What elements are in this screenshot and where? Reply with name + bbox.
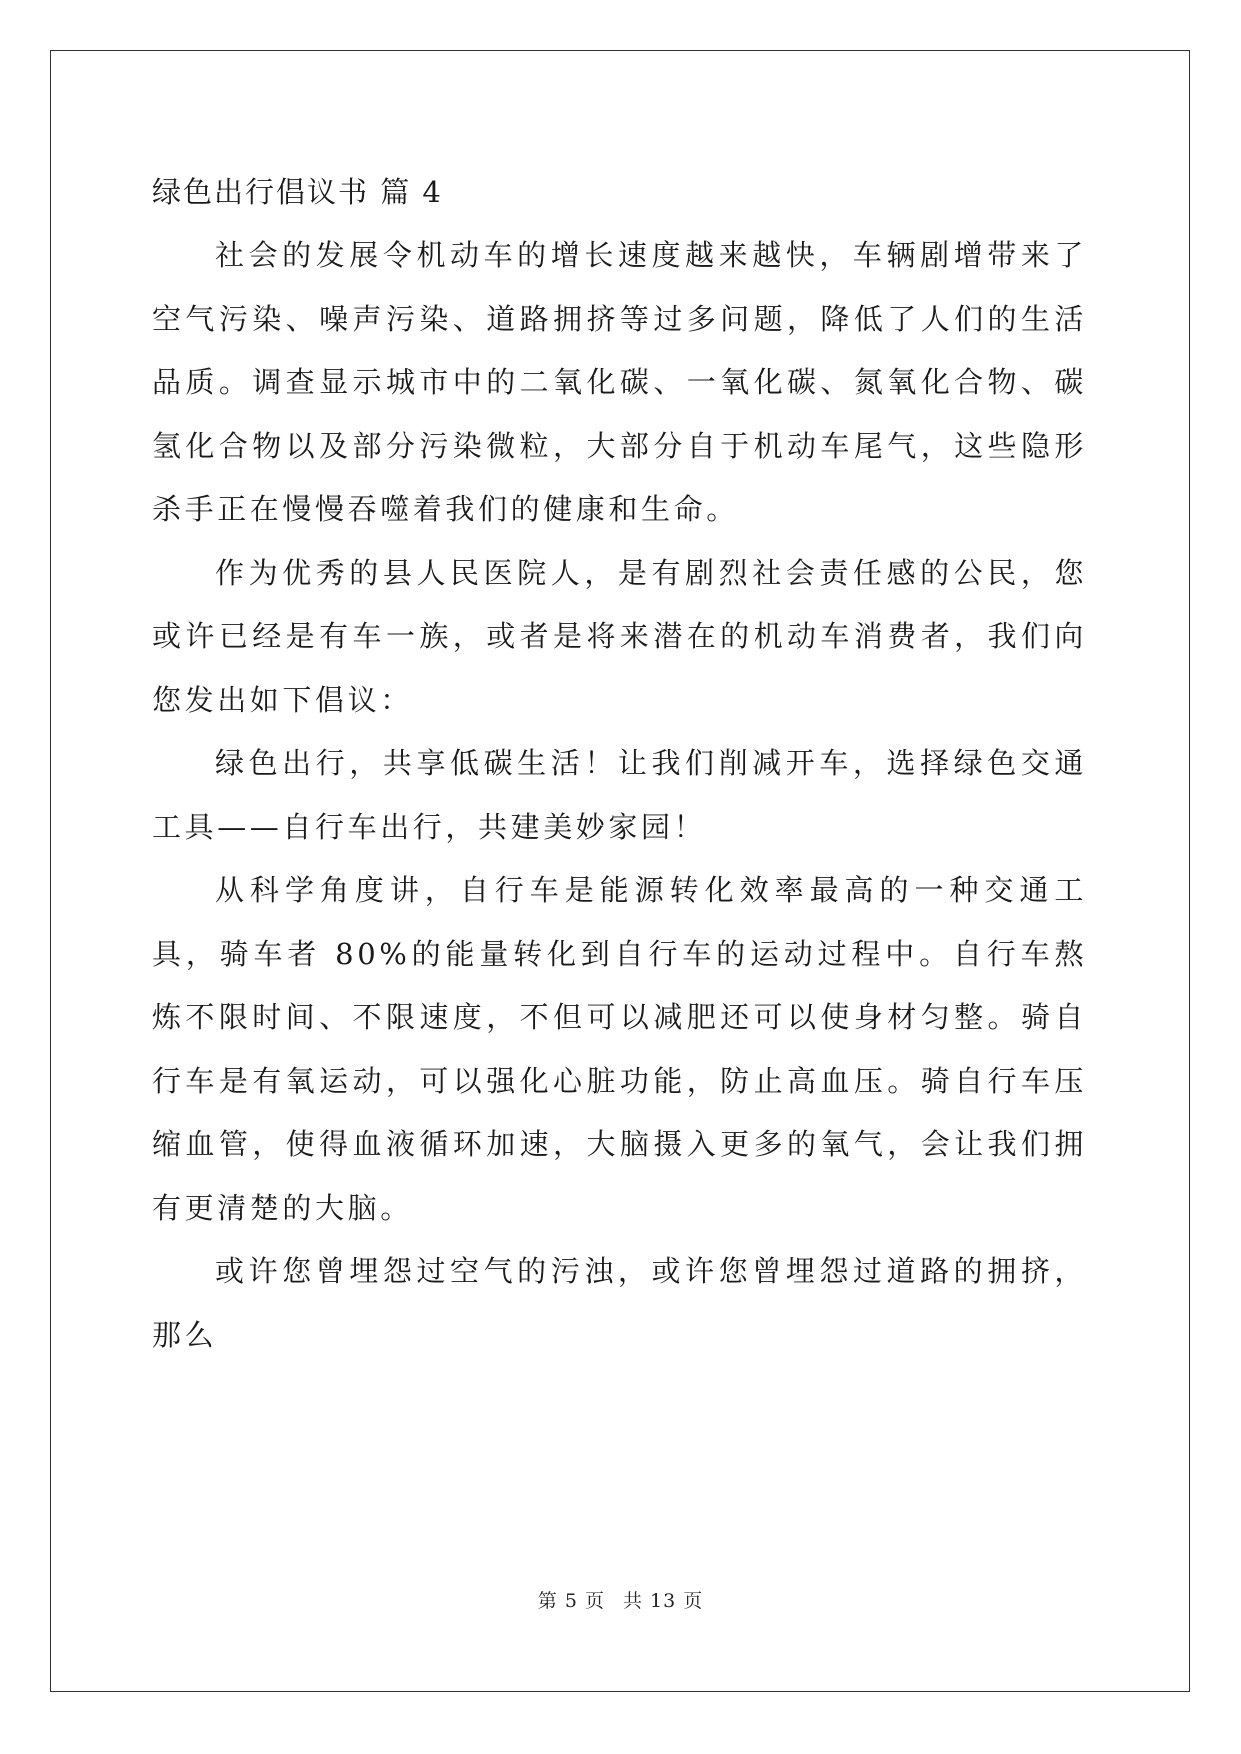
document-title: 绿色出行倡议书 篇 4: [152, 175, 443, 209]
document-body: [152, 160, 1087, 1367]
page-number: 第 5 页: [537, 1590, 605, 1612]
page-footer: [0, 1586, 1241, 1613]
paragraph-2: 作为优秀的县人民医院人，是有剧烈社会责任感的公民，您或许已经是有车一族，或者是将来潜在的机动车消费者，我们向您发出如下倡议：: [152, 555, 1087, 717]
paragraph-3: 绿色出行，共享低碳生活！让我们削减开车，选择绿色交通工具——自行车出行，共建美妙家园！: [152, 746, 1087, 844]
paragraph-1: 社会的发展令机动车的增长速度越来越快，车辆剧增带来了空气污染、噪声污染、道路拥挤等过多问题，降低了人们的生活品质。调查显示城市中的二氧化碳、一氧化碳、氮氧化合物、碳氢化合物以及部分污染微粒，大部分自于机动车尾气，这些隐形杀手正在慢慢吞噬着我们的健康和生命。: [152, 238, 1087, 526]
paragraph-5: 或许您曾埋怨过空气的污浊，或许您曾埋怨过道路的拥挤，那么: [152, 1254, 1087, 1352]
page-total: 共 13 页: [622, 1590, 704, 1612]
paragraph-4: 从科学角度讲，自行车是能源转化效率最高的一种交通工具，骑车者 80%的能量转化到自行车的运动过程中。自行车熬炼不限时间、不限速度，不但可以减肥还可以使身材匀整。骑自行车是有氧运动，可以强化心脏功能，防止高血压。骑自行车压缩血管，使得血液循环加速，大脑摄入更多的氧气，会让我们拥有更清楚的大脑。: [152, 873, 1087, 1225]
